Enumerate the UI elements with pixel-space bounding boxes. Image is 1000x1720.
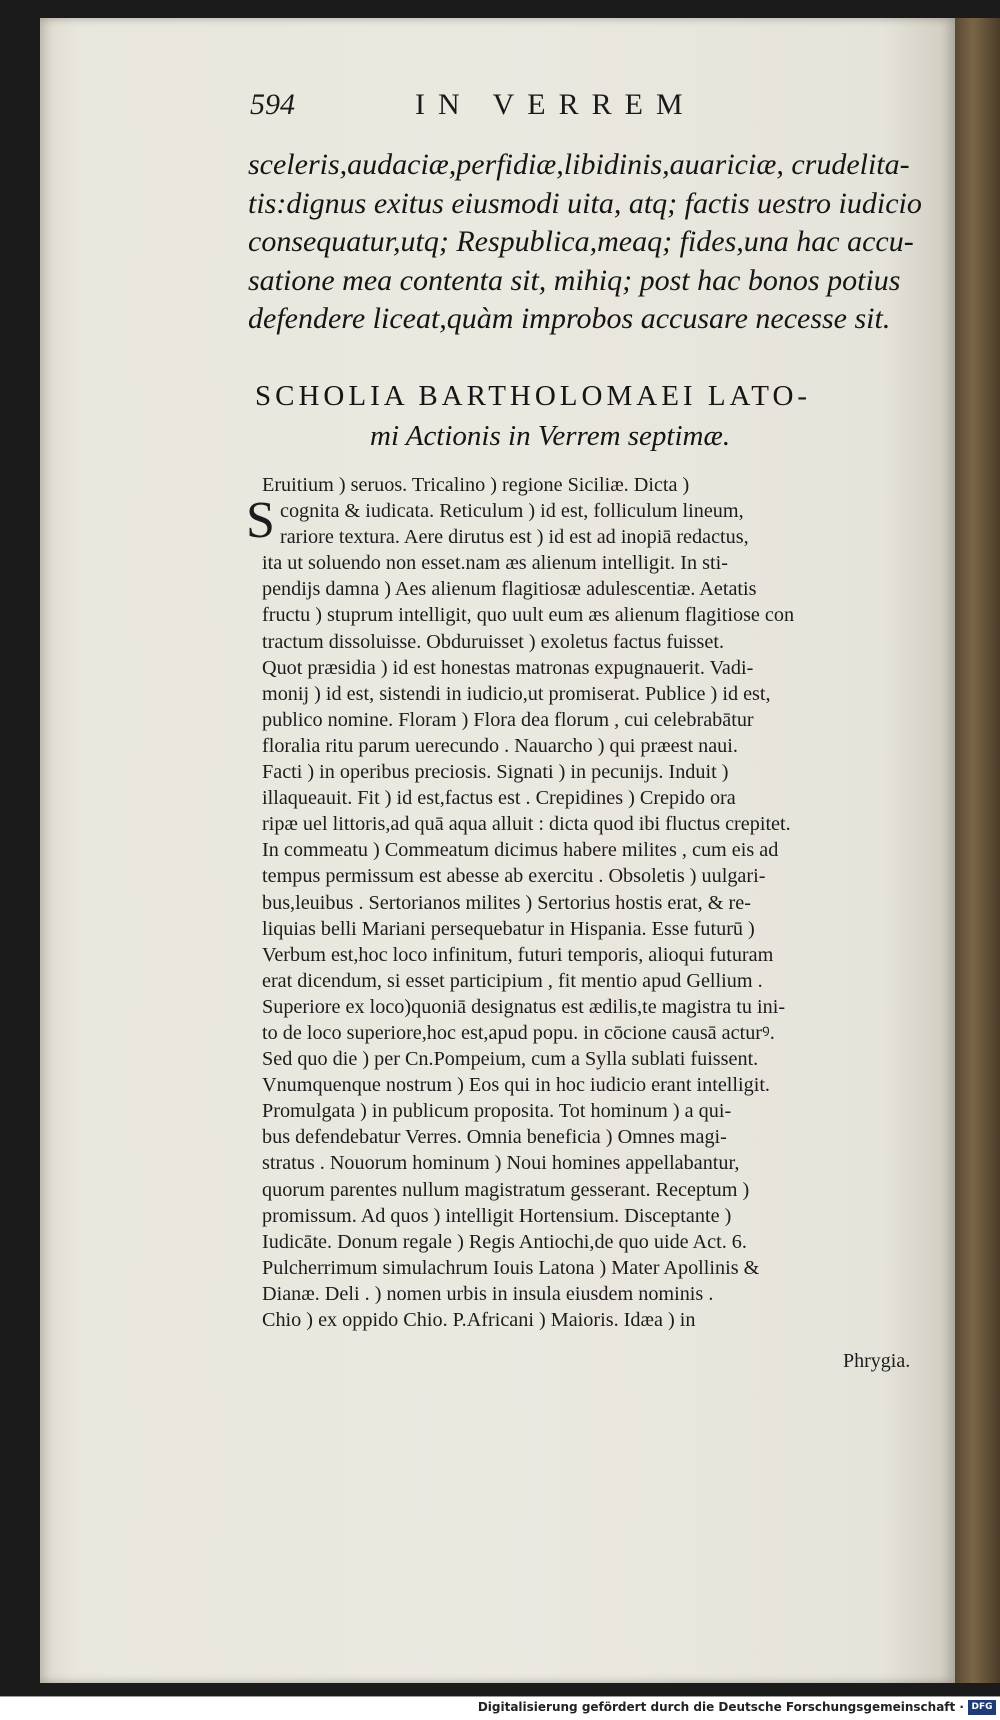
note-line: to de loco superiore,hoc est,apud popu. in cōcione causā acturꝰ.	[262, 1021, 775, 1044]
note-line: Superiore ex loco)quoniā designatus est ædilis,te magistra tu ini-	[262, 995, 786, 1018]
funding-notice: Digitalisierung gefördert durch die Deutsche Forschungsgemeinschaft ·	[477, 1700, 964, 1714]
note-line: Chio ) ex oppido Chio. P.Africani ) Maioris. Idæa ) in	[262, 1309, 696, 1331]
note-line: Eruitium ) seruos. Tricalino ) regione Siciliæ. Dicta )	[262, 474, 690, 496]
oration-text	[248, 146, 922, 339]
note-line: liquias belli Mariani persequebatur in Hispania. Esse futurū )	[262, 917, 755, 940]
note-line: Vnumquenque nostrum ) Eos qui in hoc iudicio erant intelligit.	[262, 1074, 770, 1097]
scholia-notes	[262, 472, 952, 1333]
note-line: In commeatu ) Commeatum dicimus habere milites , cum eis ad	[262, 839, 779, 862]
note-line: publico nomine. Floram ) Flora dea florum , cui celebrabātur	[262, 708, 754, 731]
note-line: bus defendebatur Verres. Omnia beneficia ) Omnes magi-	[262, 1126, 727, 1149]
scholia-subtitle: mi Actionis in Verrem septimæ.	[370, 420, 731, 452]
oration-line: defendere liceat,quàm improbos accusare necesse sit.	[248, 302, 891, 335]
oration-line: consequatur,utq; Respublica,meaq; fides,una hac accu-	[248, 225, 914, 258]
note-line: monij ) id est, sistendi in iudicio,ut promiserat. Publice ) id est,	[262, 682, 771, 705]
note-line: ripæ uel littoris,ad quā aqua alluit : dicta quod ibi fluctus crepitet.	[262, 813, 791, 836]
note-line: stratus . Nouorum hominum ) Noui homines appellabantur,	[262, 1152, 740, 1175]
book-spine	[955, 18, 1000, 1683]
oration-line: satione mea contenta sit, mihiq; post hac bonos potius	[248, 263, 901, 297]
note-line: Iudicāte. Donum regale ) Regis Antiochi,de quo uide Act. 6.	[262, 1230, 747, 1253]
drop-capital: S	[246, 492, 275, 549]
note-line: tempus permissum est abesse ab exercitu . Obsoletis ) uulgari-	[262, 865, 766, 888]
running-head: IN VERREM	[415, 88, 696, 121]
note-line: fructu ) stuprum intelligit, quo uult eum æs alienum flagitiose con	[262, 604, 795, 627]
note-line: pendijs damna ) Aes alienum flagitiosæ adulescentiæ. Aetatis	[262, 578, 757, 601]
note-line: illaqueauit. Fit ) id est,factus est . Crepidines ) Crepido ora	[262, 787, 736, 810]
note-line: Facti ) in operibus preciosis. Signati ) in pecunijs. Induit )	[262, 761, 729, 784]
note-line: ita ut soluendo non esset.nam æs alienum intelligit. In sti-	[262, 552, 728, 575]
note-line: floralia ritu parum uerecundo . Nauarcho ) qui præest naui.	[262, 734, 738, 757]
note-line: Pulcherrimum simulachrum Iouis Latona ) Mater Apollinis &	[262, 1256, 760, 1279]
note-line: rariore textura. Aere dirutus est ) id est ad inopiā redactus,	[280, 526, 749, 549]
note-line: Dianæ. Deli . ) nomen urbis in insula eiusdem nominis .	[262, 1282, 714, 1305]
catchword: Phrygia.	[843, 1350, 911, 1372]
note-line: bus,leuibus . Sertorianos milites ) Sertorius hostis erat, & re-	[262, 891, 751, 914]
note-line: promissum. Ad quos ) intelligit Hortensium. Disceptante )	[262, 1204, 732, 1227]
note-line: erat dicendum, si esset participium , fit mentio apud Gellium .	[262, 969, 763, 992]
note-line: Sed quo die ) per Cn.Pompeium, cum a Sylla sublati fuissent.	[262, 1048, 759, 1071]
note-line: cognita & iudicata. Reticulum ) id est, folliculum lineum,	[280, 500, 744, 523]
note-line: quorum parentes nullum magistratum gesserant. Receptum )	[262, 1178, 750, 1201]
page-header	[250, 88, 810, 128]
scholia-title: SCHOLIA BARTHOLOMAEI LATO-	[255, 380, 812, 412]
note-line: tractum dissoluisse. Obduruisset ) exoletus factus fuisset.	[262, 630, 724, 653]
page-number: 594	[250, 88, 295, 121]
oration-line: sceleris,audaciæ,perfidiæ,libidinis,auariciæ, crudelita-	[248, 148, 910, 181]
note-line: Promulgata ) in publicum proposita. Tot hominum ) a qui-	[262, 1100, 732, 1123]
oration-line: tis:dignus exitus eiusmodi uita, atq; factis uestro iudicio	[248, 186, 922, 220]
note-line: Quot præsidia ) id est honestas matronas expugnauerit. Vadi-	[262, 656, 754, 679]
footer-bar	[0, 1696, 1000, 1720]
dfg-logo-icon: DFG	[968, 1700, 996, 1715]
note-line: Verbum est,hoc loco infinitum, futuri temporis, alioqui futuram	[262, 943, 774, 966]
